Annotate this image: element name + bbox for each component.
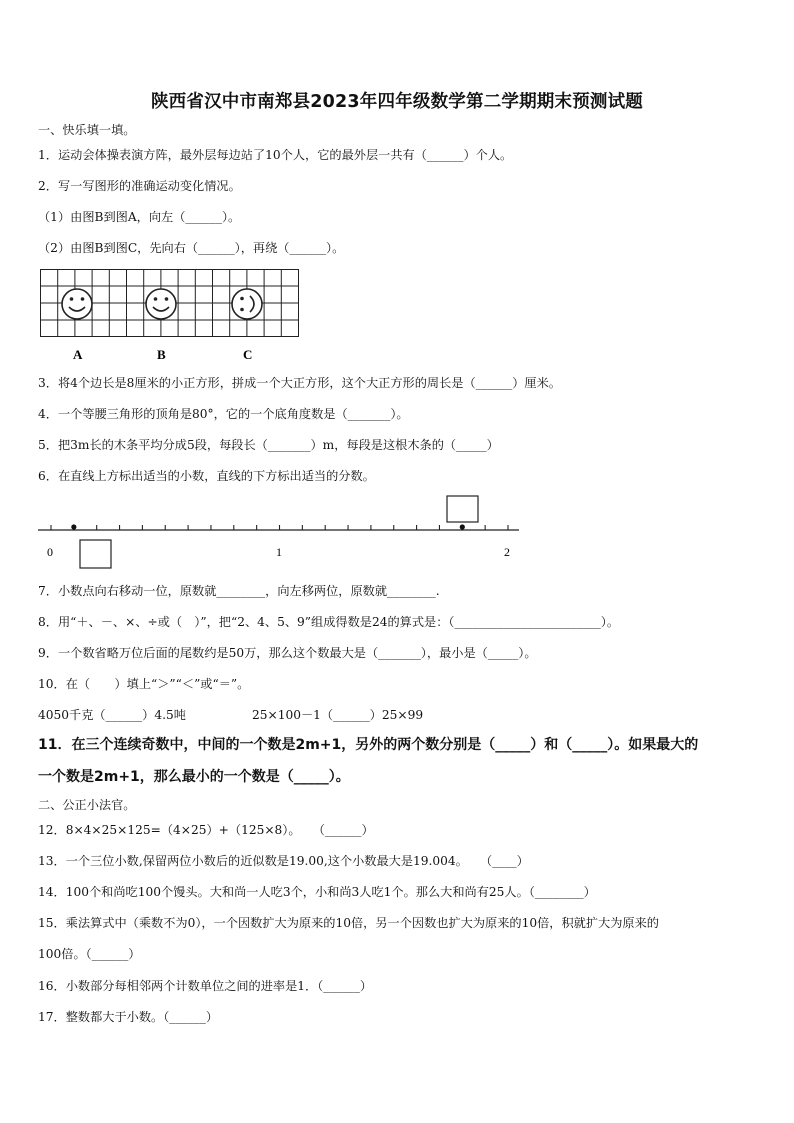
grid-figure bbox=[40, 269, 300, 367]
section-heading-2: 二、公正小法官。 bbox=[38, 798, 136, 812]
number-line-point bbox=[460, 524, 465, 529]
question-11-line-1: 11．在三个连续奇数中，中间的一个数是2m+1，另外的两个数分别是（_____）和（_____）。如果最大的 bbox=[38, 737, 699, 753]
question-13: 13．一个三位小数,保留两位小数后的近似数是19.00,这个小数最大是19.004。 （____） bbox=[38, 854, 529, 868]
section-heading-1: 一、快乐填一填。 bbox=[38, 123, 136, 137]
question-4: 4．一个等腰三角形的顶角是80°，它的一个底角度数是（_______）。 bbox=[38, 407, 409, 421]
question-5: 5．把3m长的木条平均分成5段，每段长（_______）m，每段是这根木条的（_____） bbox=[38, 438, 499, 452]
question-6: 6．在直线上方标出适当的小数，直线的下方标出适当的分数。 bbox=[38, 469, 375, 483]
question-9: 9．一个数省略万位后面的尾数约是50万，那么这个数最大是（_______），最小是（_____）。 bbox=[38, 646, 537, 660]
number-line-label-2: 2 bbox=[504, 545, 510, 559]
question-2-part-1: （1）由图B到图A，向左（______）。 bbox=[38, 210, 241, 224]
question-2-part-2: （2）由图B到图C，先向右（______），再绕（______）。 bbox=[38, 241, 345, 255]
number-line-point bbox=[71, 524, 76, 529]
answer-box-lower[interactable] bbox=[80, 540, 111, 568]
question-15-line-2: 100倍。（______） bbox=[38, 947, 141, 961]
page-title: 陕西省汉中市南郑县2023年四年级数学第二学期期末预测试题 bbox=[150, 92, 643, 112]
question-7: 7．小数点向右移动一位，原数就________，向左移两位，原数就________. bbox=[38, 584, 440, 598]
figure-label-a: A bbox=[73, 347, 83, 362]
figure-label-b: B bbox=[157, 347, 166, 362]
smiley-icon-b bbox=[146, 289, 176, 319]
question-1: 1．运动会体操表演方阵，最外层每边站了10个人，它的最外层一共有（______）个人。 bbox=[38, 148, 513, 162]
smiley-icon-a bbox=[62, 289, 92, 319]
figure-label-c: C bbox=[243, 347, 253, 362]
question-10-part-1: 4050千克（______）4.5吨 bbox=[38, 708, 186, 722]
question-14: 14．100个和尚吃100个馒头。大和尚一人吃3个，小和尚3人吃1个。那么大和尚有25人。（________） bbox=[38, 885, 596, 899]
question-10: 10．在（ ）填上“＞”“＜”或“＝”。 bbox=[38, 677, 250, 691]
answer-box-upper[interactable] bbox=[447, 496, 478, 522]
question-17: 17．整数都大于小数。（______） bbox=[38, 1010, 219, 1024]
question-16: 16．小数部分每相邻两个计数单位之间的进率是1．（______） bbox=[38, 979, 373, 993]
question-3: 3．将4个边长是8厘米的小正方形，拼成一个大正方形，这个大正方形的周长是（______）厘米。 bbox=[38, 376, 561, 390]
rotated-smiley-icon-c bbox=[232, 289, 262, 319]
question-8: 8．用“＋、－、×、÷或（ ）”，把“2、4、5、9”组成得数是24的算式是：（________________________）。 bbox=[38, 615, 620, 629]
question-11-line-2: 一个数是2m+1，那么最小的一个数是（_____）。 bbox=[38, 769, 350, 785]
question-2: 2．写一写图形的准确运动变化情况。 bbox=[38, 179, 241, 193]
number-line bbox=[36, 494, 526, 574]
question-12: 12．8×4×25×125=（4×25）+（125×8）。 （______） bbox=[38, 823, 374, 837]
number-line-label-1: 1 bbox=[276, 545, 282, 559]
question-15-line-1: 15．乘法算式中（乘数不为0），一个因数扩大为原来的10倍，另一个因数也扩大为原来的10倍，积就扩大为原来的 bbox=[38, 916, 659, 930]
number-line-label-0: 0 bbox=[47, 545, 53, 559]
question-10-part-2: 25×100－1（______）25×99 bbox=[252, 708, 424, 722]
